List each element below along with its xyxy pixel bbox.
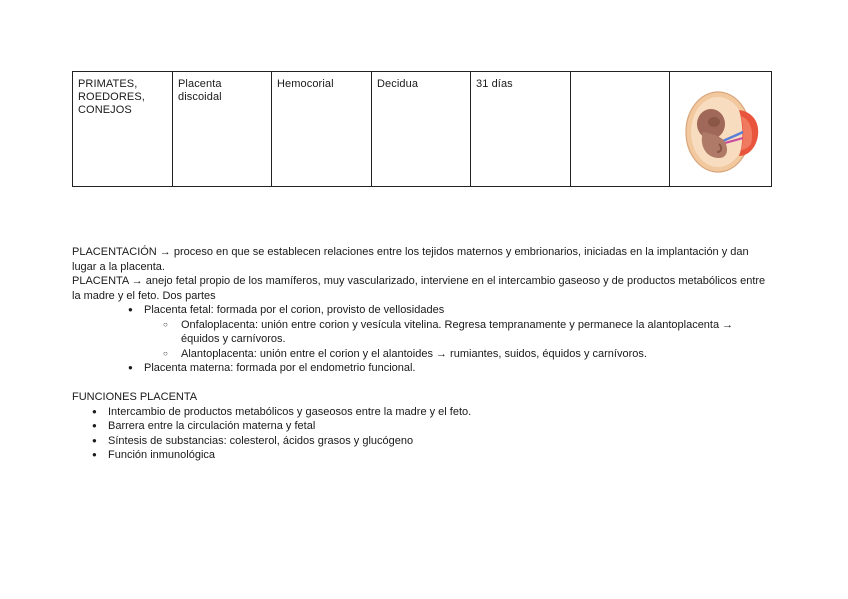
barrier-cell: Hemocorial [272,72,372,187]
funciones-heading: FUNCIONES PLACENTA [72,391,198,403]
document-body [72,245,776,463]
placenta-parts-list [72,303,776,376]
list-item [181,347,776,362]
list-item [181,318,776,347]
placentacion-paragraph: PLACENTACIÓN → proceso en que se establecen relaciones entre los tejidos maternos y embrionarios, iniciadas en la implantación y dan lugar a la placenta. [72,246,749,273]
decidua-cell: Decidua [372,72,471,187]
list-item: ● Síntesis de substancias: colesterol, ácidos grasos y glucógeno [108,434,776,449]
list-item [144,361,776,376]
list-item: ● Barrera entre la circulación materna y fetal [108,419,776,434]
maternal-placenta-text: Placenta materna: formada por el endometrio funcional. [144,362,416,374]
fetal-placenta-text: Placenta fetal: formada por el corion, provisto de vellosidades [144,304,445,316]
list-item: ● Función inmunológica [108,448,776,463]
placenta-table [72,71,772,187]
fetal-subtypes-list [144,318,776,362]
empty-cell [571,72,670,187]
placenta-type-cell: Placenta discoidal [173,72,272,187]
funciones-list [72,405,776,463]
embryo-in-placenta-illustration [681,86,761,178]
gestation-cell: 31 días [471,72,571,187]
image-cell [670,72,772,187]
alantoplacenta-text: Alantoplacenta: unión entre el corion y el alantoides → rumiantes, suidos, équidos y carnívoros. [181,347,647,360]
placenta-paragraph: PLACENTA → anejo fetal propio de los mamíferos, muy vascularizado, interviene en el intercambio gaseoso y de productos metabólicos entre la madre y el feto. Dos partes [72,275,766,302]
table-row [73,72,772,187]
species-cell: PRIMATES, ROEDORES, CONEJOS [73,72,173,187]
spacer [72,376,776,391]
onfaloplacenta-text: Onfaloplacenta: unión entre corion y vesícula vitelina. Regresa tempranamente y permanece la alantoplacenta → équidos y carnívoros. [181,318,734,345]
list-item: ● Intercambio de productos metabólicos y gaseosos entre la madre y el feto. [108,405,776,420]
list-item [144,303,776,361]
